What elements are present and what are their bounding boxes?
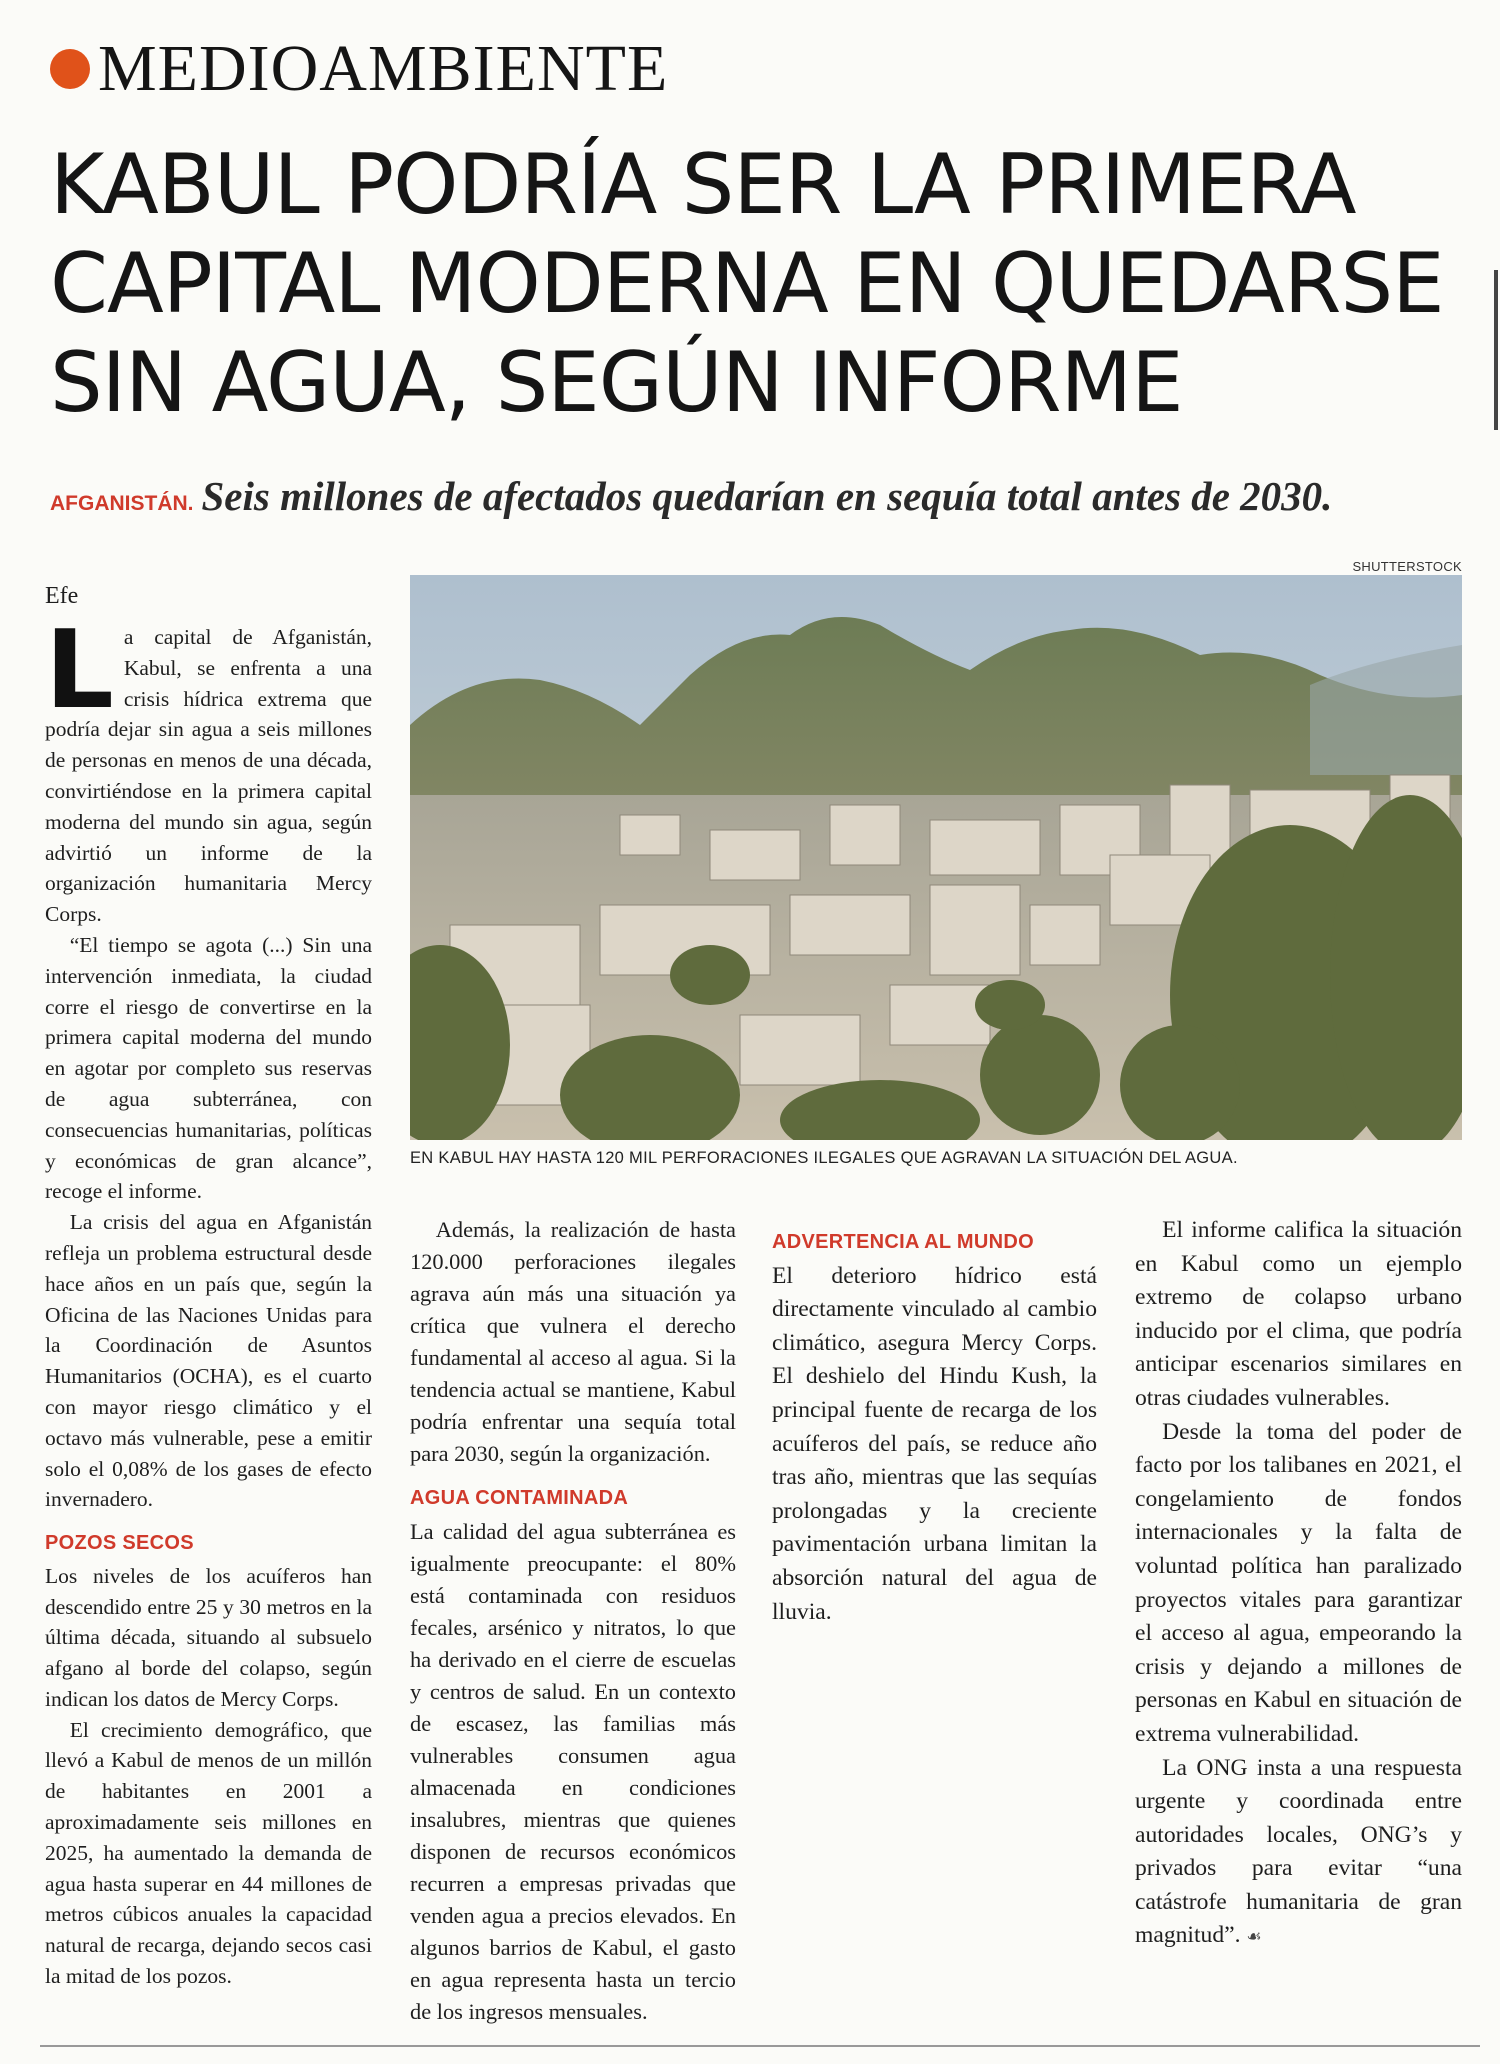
- section-header: [50, 32, 669, 105]
- bottom-rule: [40, 2045, 1480, 2047]
- photo-caption: EN KABUL HAY HASTA 120 MIL PERFORACIONES ILEGALES QUE AGRAVAN LA SITUACIÓN DEL AGUA.: [410, 1149, 1238, 1167]
- article-paragraph: “El tiempo se agota (...) Sin una intervención inmediata, la ciudad corre el riesgo de convertirse en la primera capital moderna del mundo en agotar por completo sus reservas de agua subterránea, con consecuencias humanitarias, políticas y económicas de gran alcance”, recoge el informe.: [45, 932, 372, 1204]
- kabul-cityscape-photo: [410, 575, 1462, 1140]
- paragraph-text: La ONG insta a una respuesta urgente y coordinada entre autoridades locales, ONG’s y privados para evitar “una catástrofe humanitaria de gran magnitud”.: [1135, 1754, 1462, 1949]
- article-column-1: [45, 608, 372, 1992]
- headline: [50, 135, 1480, 432]
- drop-cap: L: [45, 608, 114, 733]
- article-paragraph: [45, 608, 372, 930]
- article-paragraph: El deterioro hídrico está directamente vinculado al cambio climático, asegura Mercy Corps. El deshielo del Hindu Kush, la principal fuente de recarga de los acuíferos del país, se reduce año tras año, mientras que las sequías prolongadas y la creciente pavimentación urbana limitan la absorción natural del agua de lluvia.: [772, 1262, 1097, 1625]
- end-mark-icon: ☙: [1246, 1927, 1262, 1948]
- article-paragraph: Además, la realización de hasta 120.000 perforaciones ilegales agrava aún más una situación ya crítica que vulnera el derecho fundamental al acceso al agua. Si la tendencia actual se mantiene, Kabul podría enfrentar una sequía total para 2030, según la organización.: [410, 1217, 736, 1466]
- article-paragraph: Desde la toma del poder de facto por los talibanes en 2021, el congelamiento de fondos internacionales y la falta de voluntad política han paralizado proyectos vitales para garantizar el acceso al agua, empeorando la crisis y dejando a millones de personas en Kabul en situación de extrema vulnerabilidad.: [1135, 1418, 1462, 1747]
- subhead-pozos-secos: POZOS SECOS: [45, 1532, 194, 1555]
- article-column-4: [1135, 1214, 1462, 1955]
- headline-line: SIN AGUA, SEGÚN INFORME: [50, 334, 1183, 431]
- section-title: MEDIOAMBIENTE: [98, 32, 669, 105]
- article-paragraph: La calidad del agua subterránea es igualmente preocupante: el 80% está contaminada con residuos fecales, arsénico y nitratos, lo que ha derivado en el cierre de escuelas y centros de salud. En un contexto de escasez, las familias más vulnerables consumen agua almacenada en condiciones insalubres, mientras que quienes disponen de recursos económicos recurren a empresas privadas que venden agua a precios elevados. En algunos barrios de Kabul, el gasto en agua representa hasta un tercio de los ingresos mensuales.: [410, 1518, 736, 2024]
- paragraph-text: a capital de Afganistán, Kabul, se enfrenta a una crisis hídrica extrema que podría dejar sin agua a seis millones de personas en menos de una década, convirtiéndose en la primera capital moderna del mundo sin agua, según advirtió un informe de la organización humanitaria Mercy Corps.: [45, 625, 372, 927]
- headline-line: KABUL PODRÍA SER LA PRIMERA: [50, 136, 1356, 233]
- article-paragraph: Los niveles de los acuíferos han descendido entre 25 y 30 metros en la última década, situando al subsuelo afgano al borde del colapso, según indican los datos de Mercy Corps.: [45, 1563, 372, 1711]
- article-paragraph: [1135, 1752, 1462, 1956]
- subhead-advertencia-al-mundo: ADVERTENCIA AL MUNDO: [772, 1231, 1034, 1253]
- article-paragraph: La crisis del agua en Afganistán refleja un problema estructural desde hace años en un país que, según la Oficina de las Naciones Unidas para la Coordinación de Asuntos Humanitarios (OCHA), es el cuarto con mayor riesgo climático y el octavo más vulnerable, pese a emitir solo el 0,08% de los gases de efecto invernadero.: [45, 1210, 372, 1512]
- subheadline: [50, 472, 1332, 520]
- section-dot-icon: [50, 49, 90, 89]
- article-column-2: [410, 1214, 736, 2028]
- dek-text: Seis millones de afectados quedarían en sequía total antes de 2030.: [201, 473, 1333, 519]
- dek-label: AFGANISTÁN.: [50, 492, 194, 515]
- article-paragraph: El crecimiento demográfico, que llevó a Kabul de menos de un millón de habitantes en 2001 a aproximadamente seis millones en 2025, ha aumentado la demanda de agua hasta superar en 44 millones de metros cúbicos anuales la capacidad natural de recarga, dejando secos casi la mitad de los pozos.: [45, 1717, 372, 1989]
- page-edge-mark: [1494, 270, 1498, 430]
- headline-line: CAPITAL MODERNA EN QUEDARSE: [50, 235, 1444, 332]
- byline: Efe: [45, 583, 79, 609]
- photo-credit: SHUTTERSTOCK: [1352, 559, 1462, 574]
- article-column-3: [772, 1214, 1097, 1629]
- subhead-agua-contaminada: AGUA CONTAMINADA: [410, 1487, 629, 1509]
- article-paragraph: El informe califica la situación en Kabul como un ejemplo extremo de colapso urbano inducido por el clima, que podría anticipar escenarios similares en otras ciudades vulnerables.: [1135, 1217, 1462, 1411]
